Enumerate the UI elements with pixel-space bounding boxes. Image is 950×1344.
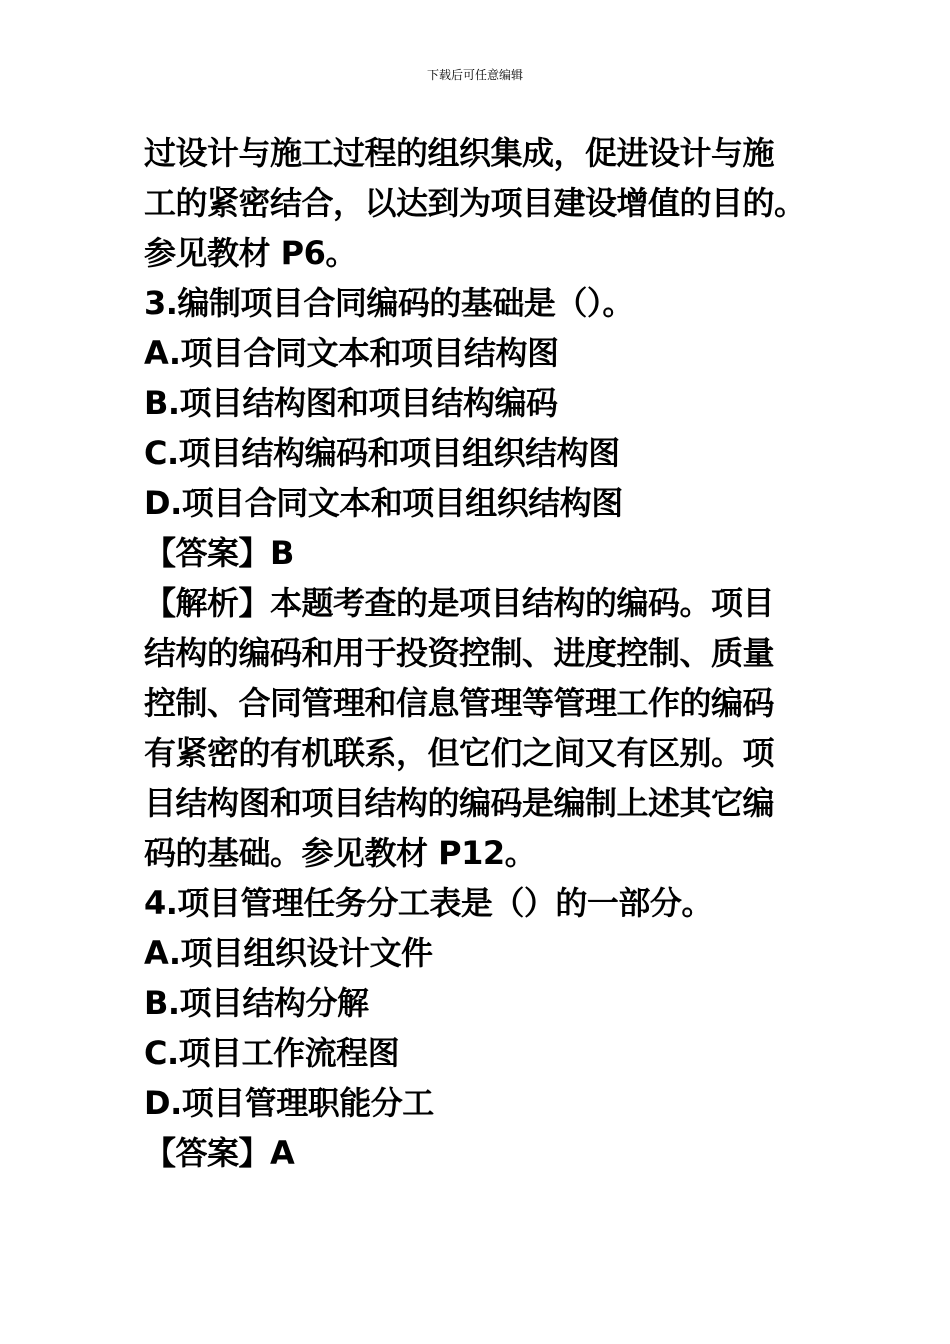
question-3-analysis: 【解析】本题考查的是项目结构的编码。项目 bbox=[144, 584, 775, 622]
text-line: 工的紧密结合，以达到为项目建设增值的目的。 bbox=[144, 184, 806, 222]
question-3-option-c: C.项目结构编码和项目组织结构图 bbox=[144, 434, 620, 472]
question-4-option-b: B.项目结构分解 bbox=[144, 984, 369, 1022]
question-4-option-a: A.项目组织设计文件 bbox=[144, 934, 433, 972]
question-3-option-d: D.项目合同文本和项目组织结构图 bbox=[144, 484, 623, 522]
question-3-answer: 【答案】B bbox=[144, 534, 294, 572]
question-3-analysis: 码的基础。参见教材 P12。 bbox=[144, 834, 537, 872]
page-header: 下载后可任意编辑 bbox=[426, 68, 523, 82]
question-3: 3.编制项目合同编码的基础是（）。 bbox=[144, 284, 634, 322]
question-3-analysis: 有紧密的有机联系，但它们之间又有区别。项 bbox=[144, 734, 775, 772]
question-4-option-d: D.项目管理职能分工 bbox=[144, 1084, 434, 1122]
question-3-analysis: 结构的编码和用于投资控制、进度控制、质量 bbox=[144, 634, 775, 672]
document-body bbox=[144, 128, 824, 1178]
question-4: 4.项目管理任务分工表是（）的一部分。 bbox=[144, 884, 713, 922]
question-3-analysis: 控制、合同管理和信息管理等管理工作的编码 bbox=[144, 684, 775, 722]
text-line: 过设计与施工过程的组织集成，促进设计与施 bbox=[144, 134, 775, 172]
question-3-option-a: A.项目合同文本和项目结构图 bbox=[144, 334, 559, 372]
question-4-option-c: C.项目工作流程图 bbox=[144, 1034, 400, 1072]
question-3-analysis: 目结构图和项目结构的编码是编制上述其它编 bbox=[144, 784, 775, 822]
question-4-answer: 【答案】A bbox=[144, 1134, 295, 1172]
text-line: 参见教材 P6。 bbox=[144, 234, 357, 272]
question-3-option-b: B.项目结构图和项目结构编码 bbox=[144, 384, 558, 422]
